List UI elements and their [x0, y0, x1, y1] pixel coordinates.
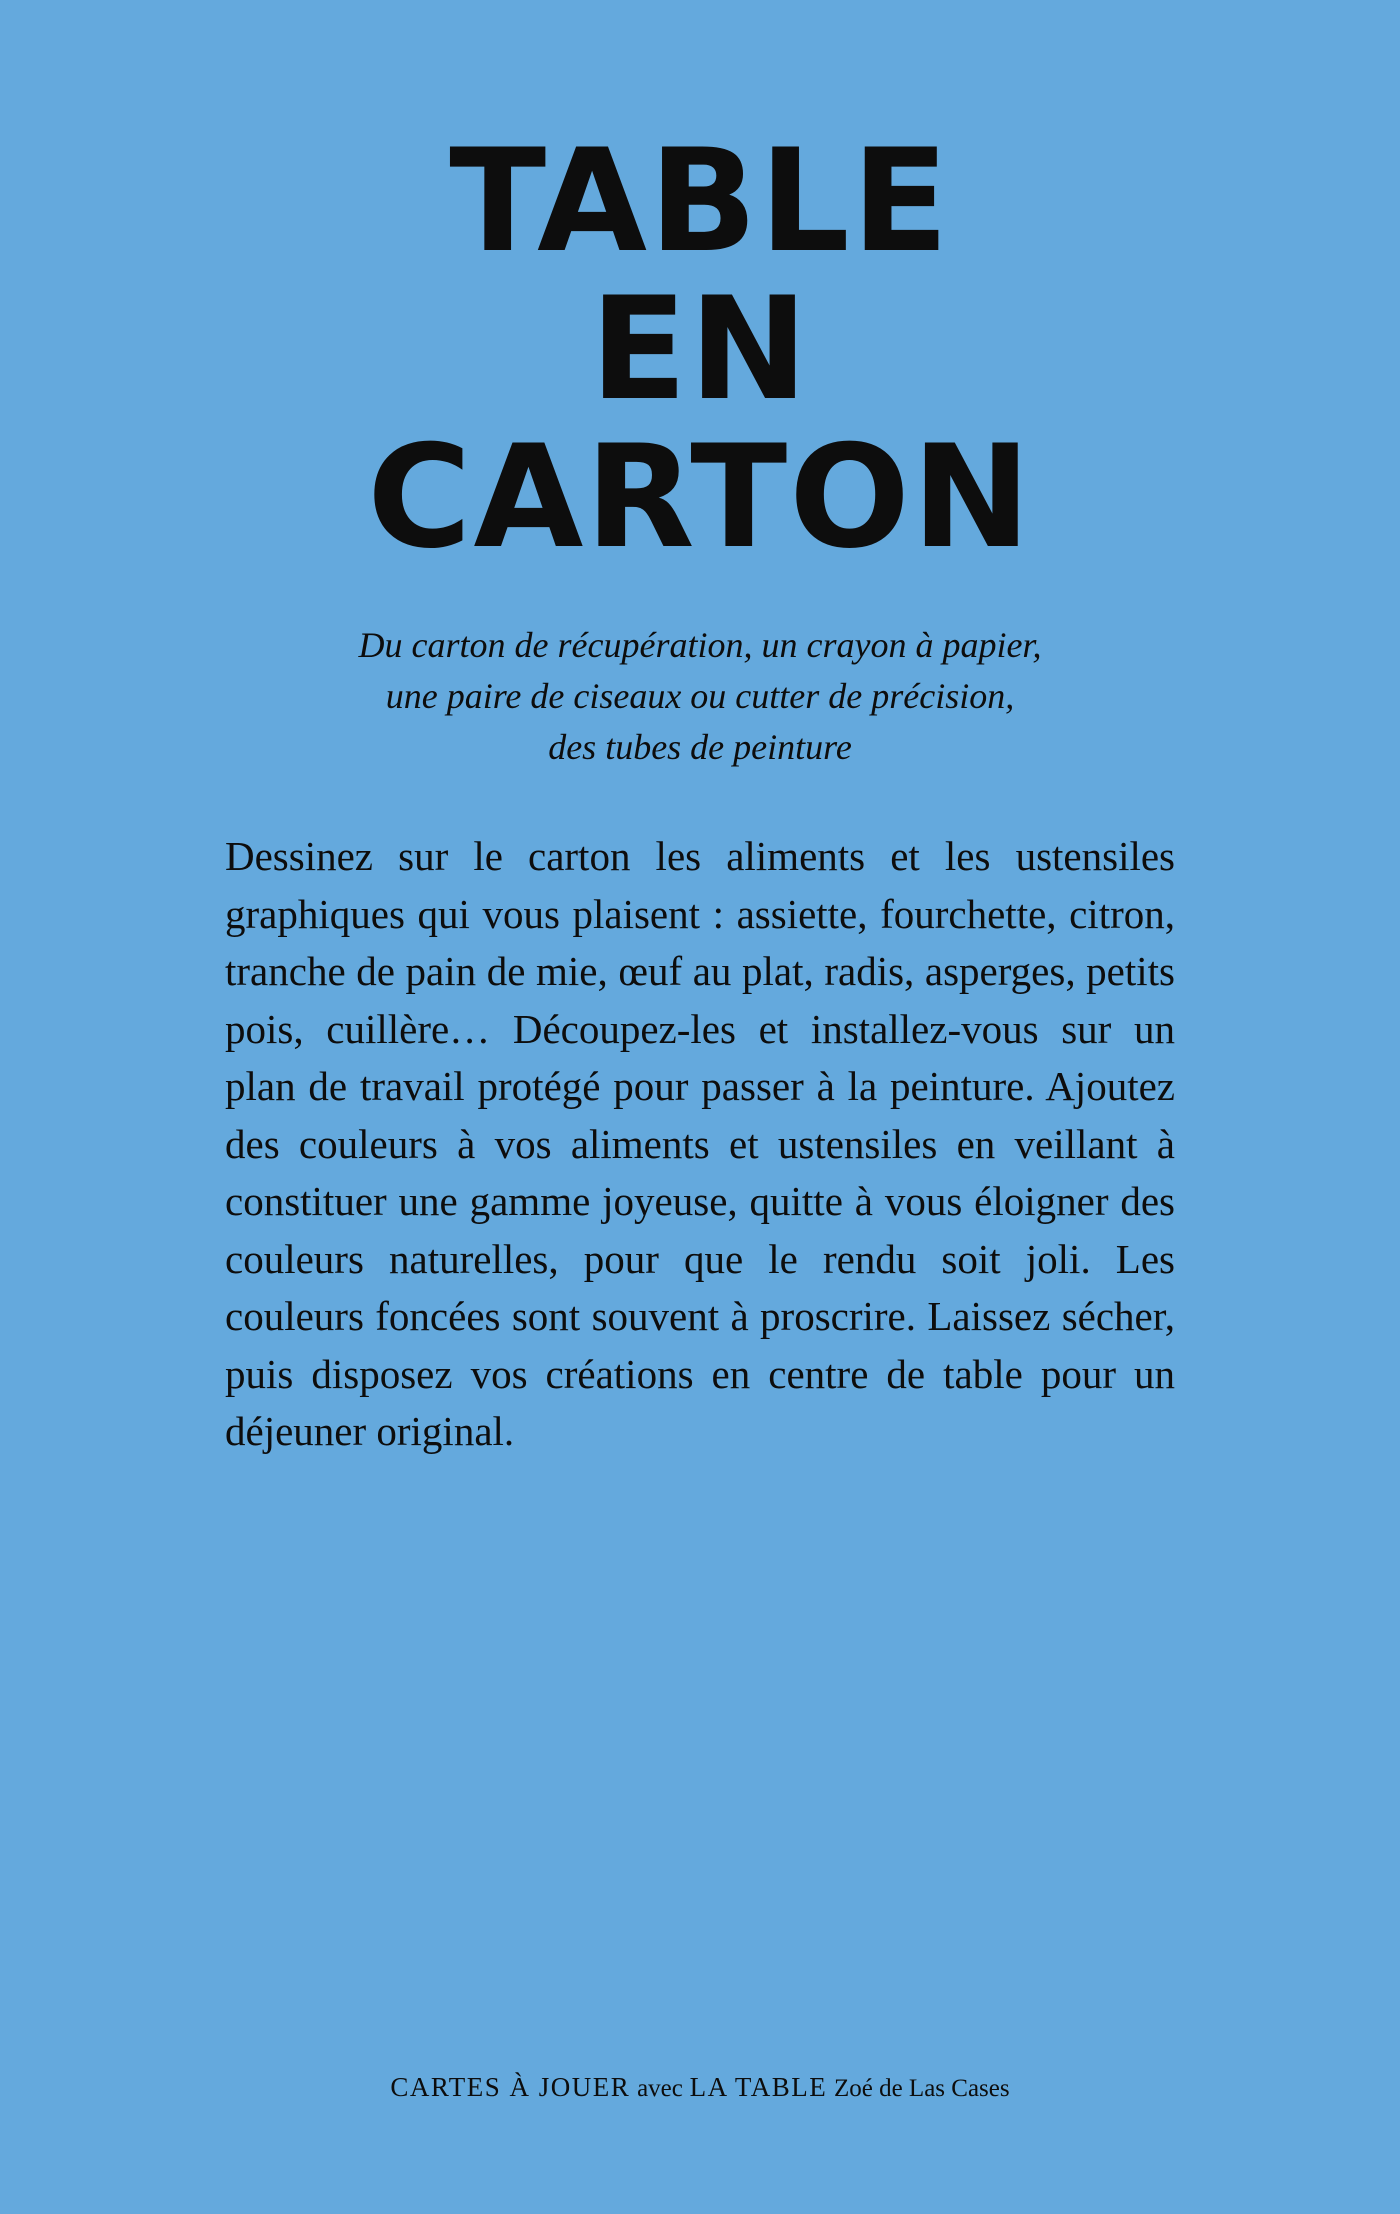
footer-series: CARTES À JOUER — [390, 2072, 631, 2102]
instructions-paragraph: Dessinez sur le carton les aliments et les ustensiles graphiques qui vous plaisent : assiette, fourchette, citron, tranche de pain de mie, œuf au plat, radis, asperges, petits pois, cuillère… Découpez-les et installez-vous sur un plan de travail protégé pour passer à la peinture. Ajoutez des couleurs à vos aliments et ustensiles en veillant à constituer une gamme joyeuse, quitte à vous éloigner des couleurs naturelles, pour que le rendu soit joli. Les couleurs foncées sont souvent à proscrire. Laissez sécher, puis disposez vos créations en centre de table pour un déjeuner original. — [225, 833, 1175, 1454]
materials-line-1: Du carton de récupération, un crayon à papier, — [358, 625, 1042, 665]
materials-line-2: une paire de ciseaux ou cutter de précision, — [385, 676, 1015, 716]
page-title — [0, 119, 1400, 580]
footer-book: LA TABLE — [689, 2072, 828, 2102]
footer-author: Zoé de Las Cases — [833, 2075, 1010, 2102]
title-line-2: EN — [590, 267, 810, 432]
footer-credits — [0, 2070, 1400, 2106]
materials-list — [0, 620, 1400, 773]
title-line-1: TABLE — [449, 119, 951, 284]
title-line-3: CARTON — [367, 415, 1033, 580]
footer-connector: avec — [637, 2075, 683, 2102]
materials-line-3: des tubes de peinture — [548, 727, 852, 767]
